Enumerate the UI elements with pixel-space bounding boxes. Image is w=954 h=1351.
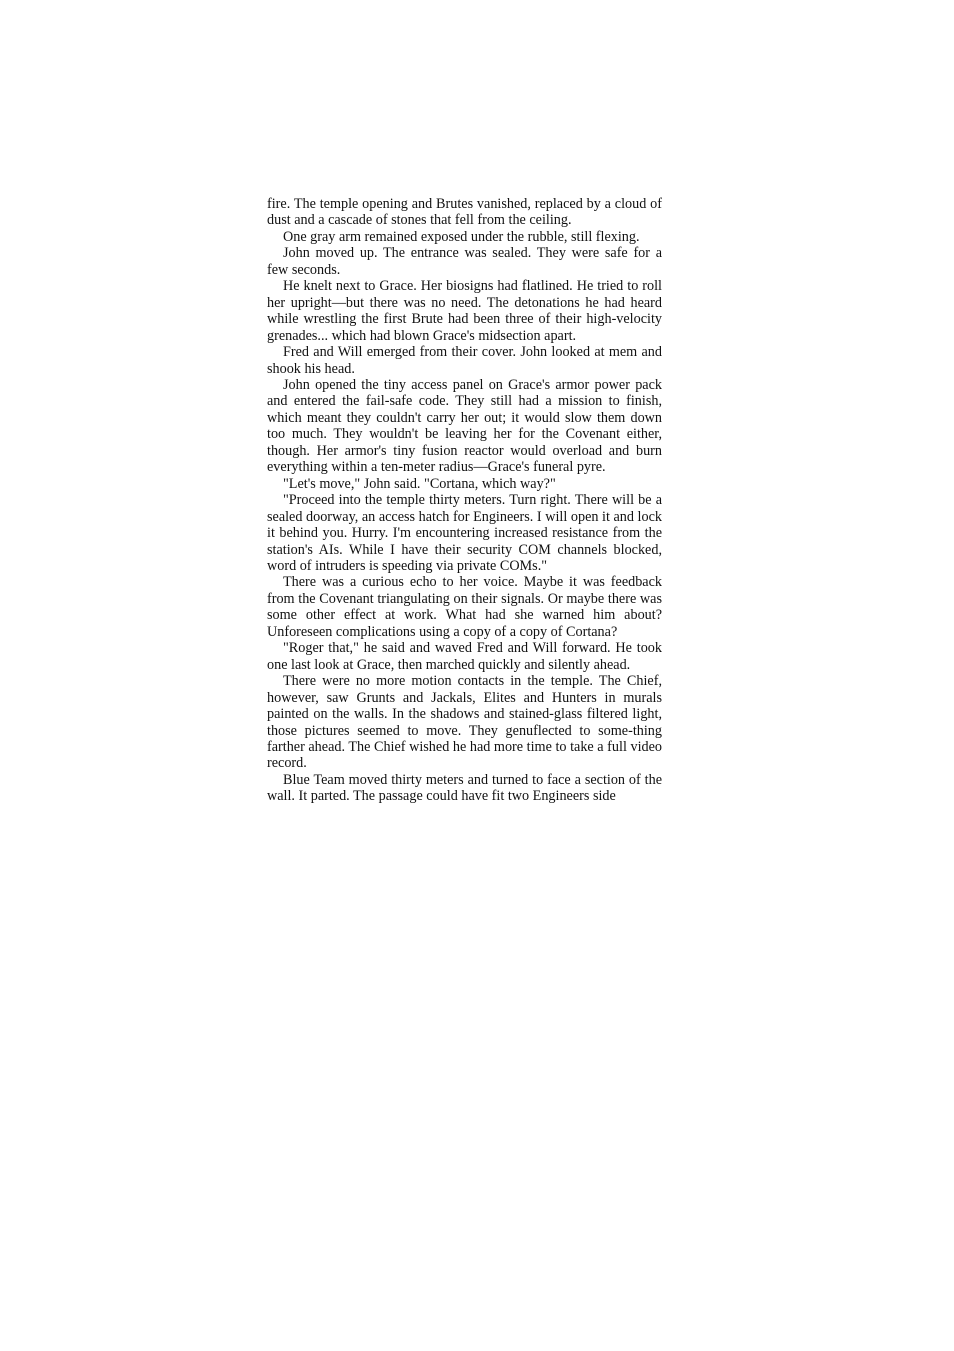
paragraph-12: Blue Team moved thirty meters and turned to face a section of the wall. It parted. The passage could have fit two Engineers side [267, 771, 662, 805]
paragraph-11: There were no more motion contacts in the temple. The Chief, however, saw Grunts and Jackals, Elites and Hunters in murals painted on the walls. In the shadows and stained-glass filtered light, those pictures seemed to move. They genuflected to some-thing farther ahead. The Chief wished he had more time to take a full video record. [267, 673, 662, 772]
paragraph-2: One gray arm remained exposed under the rubble, still flexing. [283, 228, 640, 245]
paragraph-8: "Proceed into the temple thirty meters. Turn right. There will be a sealed doorway, an access hatch for Engineers. I will open it and lock it behind you. Hurry. I'm encountering increased resistance from the station's AIs. While I have their security COM channels blocked, word of intruders is speeding via private COMs." [267, 492, 662, 574]
paragraph-10: "Roger that," he said and waved Fred and Will forward. He took one last look at Grace, then marched quickly and silently ahead. [267, 640, 662, 673]
paragraph-7: "Let's move," John said. "Cortana, which way?" [283, 475, 556, 492]
paragraph-5: Fred and Will emerged from their cover. John looked at mem and shook his head. [267, 344, 662, 377]
paragraph-9: There was a curious echo to her voice. Maybe it was feedback from the Covenant triangulating on their signals. Or maybe there was some other effect at work. What had she warned him about? Unforeseen complications using a copy of a copy of Cortana? [267, 574, 662, 640]
paragraph-3: John moved up. The entrance was sealed. They were safe for a few seconds. [267, 245, 662, 278]
body-text [267, 196, 662, 805]
paragraph-6: John opened the tiny access panel on Grace's armor power pack and entered the fail-safe code. They still had a mission to finish, which meant they couldn't carry her out; it would slow them down too much. They wouldn't be leaving her for the Covenant either, though. Her armor's tiny fusion reactor would overload and burn everything within a ten-meter radius—Grace's funeral pyre. [267, 376, 662, 476]
paragraph-4: He knelt next to Grace. Her biosigns had flatlined. He tried to roll her upright—but there was no need. The detonations he had heard while wrestling the first Brute had been three of their high-velocity grenades... which had blown Grace's midsection apart. [267, 278, 662, 344]
paragraph-1: fire. The temple opening and Brutes vanished, replaced by a cloud of dust and a cascade of stones that fell from the ceiling. [267, 196, 662, 229]
